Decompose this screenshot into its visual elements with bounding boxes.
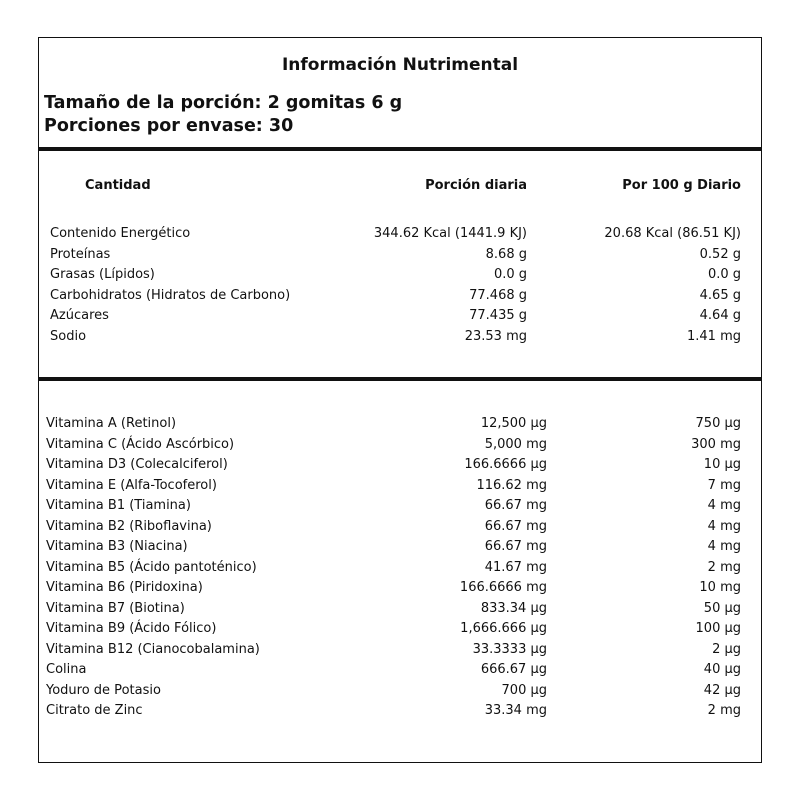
row-per-100g-value: 2 µg [712, 641, 741, 657]
vitamin-row [46, 640, 761, 660]
vitamin-row [46, 681, 761, 701]
row-per-100g-value: 10 µg [703, 457, 741, 472]
row-name: Vitamina B12 (Cianocobalamina) [46, 641, 260, 657]
row-name: Carbohidratos (Hidratos de Carbono) [50, 287, 291, 303]
nutrient-row [50, 327, 761, 347]
row-name: Vitamina B7 (Biotina) [46, 600, 185, 616]
vitamin-row [46, 701, 761, 721]
row-name: Colina [46, 662, 87, 677]
row-name: Vitamina C (Ácido Ascórbico) [46, 436, 235, 452]
row-name: Yoduro de Potasio [46, 682, 161, 698]
header-per-100g: Por 100 g Diario [622, 178, 741, 193]
vitamin-row [46, 496, 761, 516]
panel-title: Información Nutrimental [281, 55, 519, 75]
row-name: Citrato de Zinc [46, 703, 143, 718]
vitamin-row [46, 599, 761, 619]
row-name: Vitamina B2 (Riboflavina) [46, 518, 212, 534]
row-name: Vitamina B5 (Ácido pantoténico) [46, 559, 257, 575]
vitamin-row [46, 414, 761, 434]
row-daily-value: 33.34 mg [484, 703, 547, 718]
vitamin-row [46, 619, 761, 639]
row-daily-value: 33.3333 µg [472, 641, 547, 657]
row-daily-value: 8.68 g [485, 246, 527, 262]
row-per-100g-value: 42 µg [703, 682, 741, 698]
vitamin-row [46, 537, 761, 557]
vitamin-row [46, 558, 761, 578]
row-daily-value: 66.67 mg [484, 518, 547, 534]
row-per-100g-value: 40 µg [703, 662, 741, 677]
vitamin-row [46, 660, 761, 680]
row-name: Vitamina B3 (Niacina) [46, 539, 188, 554]
row-per-100g-value: 7 mg [707, 477, 741, 493]
row-daily-value: 5,000 mg [484, 436, 547, 452]
row-daily-value: 12,500 µg [480, 416, 547, 431]
divider-top [38, 147, 762, 151]
row-name: Azúcares [50, 308, 109, 323]
row-daily-value: 66.67 mg [484, 498, 547, 513]
vitamin-row [46, 517, 761, 537]
vitamin-row [46, 435, 761, 455]
nutrient-row [50, 286, 761, 306]
row-per-100g-value: 0.52 g [699, 246, 741, 262]
row-daily-value: 77.468 g [469, 287, 527, 303]
row-daily-value: 666.67 µg [480, 662, 547, 677]
row-daily-value: 166.6666 mg [459, 580, 547, 595]
divider-middle [38, 377, 762, 381]
row-per-100g-value: 10 mg [699, 580, 741, 595]
serving-size: Tamaño de la porción: 2 gomitas 6 g [44, 93, 403, 113]
row-name: Vitamina A (Retinol) [46, 416, 177, 431]
row-name: Vitamina B9 (Ácido Fólico) [46, 621, 217, 636]
vitamin-row [46, 455, 761, 475]
row-name: Grasas (Lípidos) [50, 267, 155, 282]
row-daily-value: 833.34 µg [480, 600, 547, 616]
nutrient-row [50, 224, 761, 244]
row-per-100g-value: 300 mg [691, 436, 741, 452]
vitamin-row [46, 578, 761, 598]
row-per-100g-value: 4 mg [707, 498, 741, 513]
row-daily-value: 41.67 mg [484, 559, 547, 575]
row-name: Vitamina B6 (Piridoxina) [46, 580, 203, 595]
row-per-100g-value: 0.0 g [707, 267, 741, 282]
row-per-100g-value: 2 mg [707, 559, 741, 575]
row-name: Proteínas [50, 246, 111, 262]
row-per-100g-value: 2 mg [707, 703, 741, 718]
row-name: Contenido Energético [50, 226, 191, 241]
vitamin-row [46, 476, 761, 496]
header-quantity: Cantidad [85, 178, 151, 193]
row-per-100g-value: 4.64 g [699, 308, 741, 323]
row-daily-value: 166.6666 µg [464, 457, 547, 472]
row-name: Vitamina D3 (Colecalciferol) [46, 457, 228, 472]
nutrient-row [50, 306, 761, 326]
nutrition-facts-panel [38, 37, 762, 763]
row-daily-value: 116.62 mg [476, 477, 547, 493]
row-daily-value: 700 µg [501, 682, 547, 698]
nutrient-row [50, 245, 761, 265]
row-name: Sodio [50, 328, 87, 344]
row-name: Vitamina B1 (Tiamina) [46, 498, 191, 513]
row-daily-value: 77.435 g [469, 308, 527, 323]
row-daily-value: 344.62 Kcal (1441.9 KJ) [373, 226, 527, 241]
row-per-100g-value: 4 mg [707, 539, 741, 554]
row-per-100g-value: 4.65 g [699, 287, 741, 303]
row-per-100g-value: 100 µg [695, 621, 741, 636]
row-per-100g-value: 20.68 Kcal (86.51 KJ) [604, 226, 741, 241]
row-per-100g-value: 750 µg [695, 416, 741, 431]
nutrient-row [50, 265, 761, 285]
row-daily-value: 1,666.666 µg [460, 621, 547, 636]
row-per-100g-value: 50 µg [703, 600, 741, 616]
row-name: Vitamina E (Alfa-Tocoferol) [46, 477, 217, 493]
row-daily-value: 0.0 g [493, 267, 527, 282]
row-per-100g-value: 1.41 mg [687, 328, 741, 344]
header-daily-portion: Porción diaria [425, 178, 527, 193]
row-daily-value: 66.67 mg [484, 539, 547, 554]
row-daily-value: 23.53 mg [464, 328, 527, 344]
row-per-100g-value: 4 mg [707, 518, 741, 534]
servings-per-container: Porciones por envase: 30 [44, 116, 294, 136]
